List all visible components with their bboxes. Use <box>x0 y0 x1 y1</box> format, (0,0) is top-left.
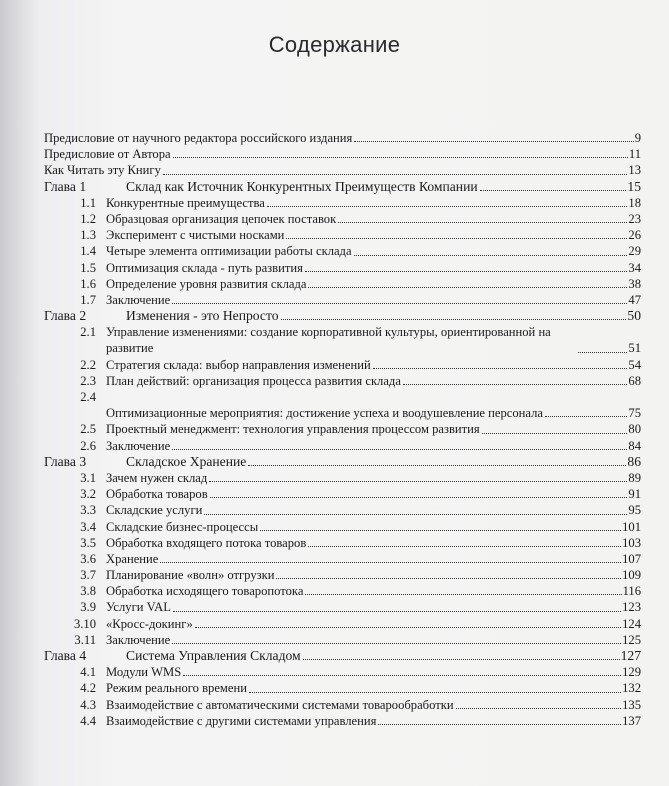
page-number: 80 <box>628 422 641 437</box>
toc-front-row <box>44 130 641 146</box>
section-number: 1.5 <box>80 260 96 275</box>
toc-section-row <box>44 211 641 227</box>
dot-leader <box>183 675 621 676</box>
page-number: 29 <box>628 244 641 259</box>
toc-section-row <box>44 470 641 486</box>
toc-chapter-row <box>44 179 641 195</box>
entry-title: Планирование «волн» отгрузки <box>106 568 275 583</box>
toc-section-row <box>44 502 641 518</box>
dot-leader <box>480 190 627 191</box>
section-number: 4.2 <box>80 681 96 696</box>
toc-section-row <box>44 616 641 632</box>
dot-leader <box>545 416 627 417</box>
section-number: 2.2 <box>80 357 96 372</box>
section-number: 2.1 <box>80 325 96 340</box>
toc-section-row <box>44 389 641 421</box>
section-number: 2.4 <box>80 390 96 405</box>
page-number: 127 <box>620 648 641 664</box>
page-number: 89 <box>628 470 641 485</box>
dot-leader <box>172 303 627 304</box>
page-number: 107 <box>622 551 641 566</box>
dot-leader <box>160 562 621 563</box>
chapter-number: Глава 1 <box>44 178 87 194</box>
section-number: 3.9 <box>80 600 96 615</box>
dot-leader <box>305 594 621 595</box>
dot-leader <box>373 368 628 369</box>
toc-section-row <box>44 583 641 599</box>
entry-title: План действий: организация процесса развития склада <box>106 373 401 388</box>
toc-section-row <box>44 421 641 437</box>
toc-section-row <box>44 632 641 648</box>
section-number: 3.8 <box>80 584 96 599</box>
toc-section-row <box>44 260 641 276</box>
section-number: 2.6 <box>80 438 96 453</box>
entry-title: Взаимодействие с другими системами управления <box>106 713 377 728</box>
dot-leader <box>354 141 633 142</box>
toc-section-row <box>44 713 641 729</box>
entry-title: Складские услуги <box>106 503 203 518</box>
section-number: 1.7 <box>80 292 96 307</box>
chapter-number: Глава 4 <box>44 648 87 664</box>
dot-leader <box>163 174 628 175</box>
dot-leader <box>173 157 628 158</box>
toc-section-row <box>44 373 641 389</box>
page-number: 95 <box>628 503 641 518</box>
section-number: 3.5 <box>80 535 96 550</box>
entry-title: Обработка товаров <box>106 487 208 502</box>
section-number: 3.1 <box>80 470 96 485</box>
entry-title: Складское Хранение <box>126 453 247 469</box>
dot-leader <box>210 497 628 498</box>
section-number: 1.6 <box>80 276 96 291</box>
toc-front-row <box>44 146 641 162</box>
entry-title: Хранение <box>106 551 159 566</box>
dot-leader <box>378 724 621 725</box>
dot-leader <box>308 546 621 547</box>
dot-leader <box>276 578 621 579</box>
entry-title: Обработка входящего потока товаров <box>106 535 307 550</box>
dot-leader <box>281 319 627 320</box>
dot-leader <box>248 465 626 466</box>
page-number: 51 <box>628 341 641 356</box>
entry-title: Образцовая организация цепочек поставок <box>106 211 337 226</box>
dot-leader <box>354 255 628 256</box>
toc-section-row <box>44 599 641 615</box>
page-number: 68 <box>628 373 641 388</box>
dot-leader <box>456 708 622 709</box>
entry-title: Заключение <box>106 292 171 307</box>
entry-title: Модули WMS <box>106 665 182 680</box>
toc-section-row <box>44 486 641 502</box>
page-number: 135 <box>622 697 641 712</box>
section-number: 1.4 <box>80 244 96 259</box>
toc-section-row <box>44 664 641 680</box>
entry-title: Стратегия склада: выбор направления изменений <box>106 357 371 372</box>
toc-section-row <box>44 243 641 259</box>
entry-title: Четыре элемента оптимизации работы склада <box>106 244 352 259</box>
dot-leader <box>172 449 627 450</box>
toc-chapter-row <box>44 454 641 470</box>
page-number: 125 <box>622 632 641 647</box>
dot-leader <box>267 206 628 207</box>
toc-section-row <box>44 519 641 535</box>
toc-chapter-row <box>44 648 641 664</box>
entry-title: Эксперимент с чистыми носками <box>106 228 285 243</box>
page-number: 116 <box>622 584 641 599</box>
page-number: 124 <box>622 616 641 631</box>
section-number: 1.3 <box>80 228 96 243</box>
page-number: 132 <box>622 681 641 696</box>
entry-title: Предисловие от научного редактора российского издания <box>44 131 353 145</box>
toc-section-row <box>44 357 641 373</box>
entry-title: Проектный менеджмент: технология управления процессом развития <box>106 422 480 437</box>
page-number: 13 <box>628 163 641 178</box>
page-number: 23 <box>628 211 641 226</box>
section-number: 1.1 <box>80 195 96 210</box>
page-number: 86 <box>627 453 641 469</box>
toc-front-row <box>44 162 641 178</box>
page-number: 15 <box>627 178 641 194</box>
toc-section-row <box>44 535 641 551</box>
toc-section-row <box>44 324 641 356</box>
page-number: 11 <box>628 147 641 162</box>
entry-title: Предисловие от Автора <box>44 147 171 162</box>
section-number: 3.10 <box>73 616 96 631</box>
toc-section-row <box>44 276 641 292</box>
toc-section-row <box>44 697 641 713</box>
entry-title: Оптимизация склада - путь развития <box>106 260 303 275</box>
dot-leader <box>249 692 621 693</box>
section-number: 3.6 <box>80 551 96 566</box>
dot-leader <box>260 530 621 531</box>
dot-leader <box>195 627 621 628</box>
page-number: 38 <box>628 276 641 291</box>
section-number: 4.4 <box>80 713 96 728</box>
page-number: 47 <box>628 292 641 307</box>
page-number: 103 <box>622 535 641 550</box>
page-number: 54 <box>628 357 641 372</box>
section-number: 3.7 <box>80 568 96 583</box>
dot-leader <box>303 659 620 660</box>
entry-title: Оптимизационные мероприятия: достижение успеха и воодушевление персонала <box>106 406 543 421</box>
dot-leader <box>209 481 627 482</box>
page-number: 109 <box>622 568 641 583</box>
entry-title: Заключение <box>106 438 171 453</box>
entry-title: Режим реального времени <box>106 681 247 696</box>
section-number: 2.5 <box>80 422 96 437</box>
page-number: 26 <box>628 228 641 243</box>
entry-title: Определение уровня развития склада <box>106 276 307 291</box>
page-number: 91 <box>628 487 641 502</box>
section-number: 3.11 <box>74 632 96 647</box>
page-number: 9 <box>634 131 641 145</box>
section-number: 1.2 <box>80 211 96 226</box>
entry-title: Складские бизнес-процессы <box>106 519 259 534</box>
section-number: 3.3 <box>80 503 96 518</box>
chapter-number: Глава 3 <box>44 453 87 469</box>
toc-section-row <box>44 567 641 583</box>
toc-section-row <box>44 292 641 308</box>
entry-title: Управление изменениями: создание корпоративной культуры, ориентированной на развитие <box>106 325 551 356</box>
dot-leader <box>173 611 621 612</box>
toc-section-row <box>44 438 641 454</box>
entry-title: Услуги VAL <box>106 600 171 615</box>
entry-title: Обработка исходящего товаропотока <box>106 584 304 599</box>
dot-leader <box>578 352 627 353</box>
toc-section-row <box>44 195 641 211</box>
dot-leader <box>204 514 627 515</box>
dot-leader <box>305 271 628 272</box>
entry-title: Конкурентные преимущества <box>106 195 265 210</box>
page-number: 123 <box>622 600 641 615</box>
toc-section-row <box>44 227 641 243</box>
dot-leader <box>403 384 627 385</box>
toc-section-row <box>44 551 641 567</box>
page-title: Содержание <box>268 32 401 57</box>
page-number: 50 <box>627 308 641 324</box>
page-number: 84 <box>628 438 641 453</box>
page-number: 129 <box>622 665 641 680</box>
entry-title: Зачем нужен склад <box>106 470 208 485</box>
page-number: 137 <box>622 713 641 728</box>
section-number: 2.3 <box>80 373 96 388</box>
section-number: 4.3 <box>80 697 96 712</box>
dot-leader <box>286 238 627 239</box>
entry-title: Изменения - это Непросто <box>126 308 279 324</box>
entry-title: Склад как Источник Конкурентных Преимуществ Компании <box>126 178 478 194</box>
entry-title: Система Управления Складом <box>126 648 301 664</box>
section-number: 3.2 <box>80 487 96 502</box>
page-number: 75 <box>628 406 641 421</box>
entry-title: Взаимодействие с автоматическими системами товарообработки <box>106 697 454 712</box>
table-of-contents <box>44 130 641 729</box>
page-number: 34 <box>628 260 641 275</box>
entry-title: «Кросс-докинг» <box>106 616 193 631</box>
dot-leader <box>308 287 627 288</box>
toc-chapter-row <box>44 308 641 324</box>
dot-leader <box>482 433 628 434</box>
chapter-number: Глава 2 <box>44 308 87 324</box>
dot-leader <box>172 643 621 644</box>
entry-title: Заключение <box>106 632 171 647</box>
section-number: 3.4 <box>80 519 96 534</box>
toc-section-row <box>44 680 641 696</box>
page-number: 18 <box>628 195 641 210</box>
page-number: 101 <box>622 519 641 534</box>
section-number: 4.1 <box>80 665 96 680</box>
dot-leader <box>338 222 627 223</box>
entry-title: Как Читать эту Книгу <box>44 163 161 178</box>
